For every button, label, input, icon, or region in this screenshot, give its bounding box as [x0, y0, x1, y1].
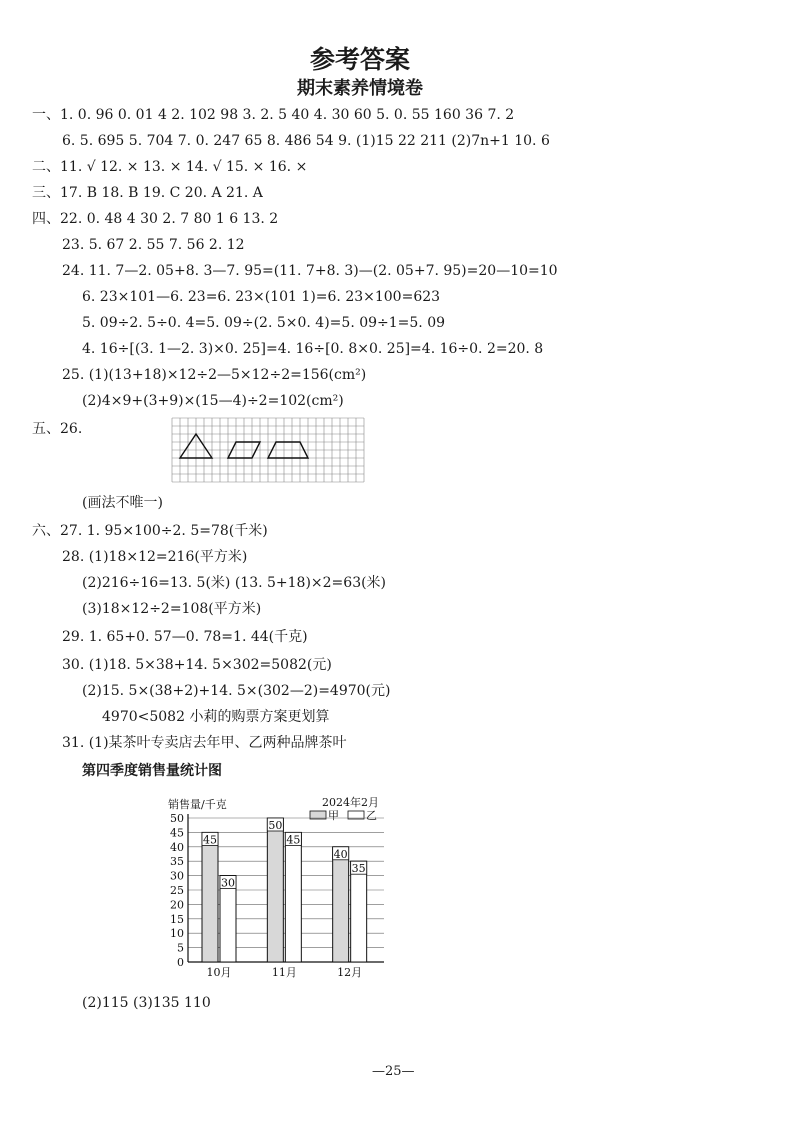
chart-date-label: 2024年2月	[322, 796, 379, 809]
answer-line: 四、22. 0. 48 4 30 2. 7 80 1 6 13. 2	[32, 211, 279, 227]
answer-line: 三、17. B 18. B 19. C 20. A 21. A	[32, 185, 263, 201]
y-tick-label: 0	[177, 956, 184, 969]
y-tick-label: 45	[170, 826, 184, 840]
answer-line: 六、27. 1. 95×100÷2. 5=78(千米)	[32, 523, 268, 539]
y-axis-label: 销售量/千克	[168, 798, 227, 811]
answer-line: 一、1. 0. 96 0. 01 4 2. 102 98 3. 2. 5 40 4. 30 60 5. 0. 55 160 36 7. 2	[32, 107, 515, 123]
answer-line: 五、26.	[32, 421, 83, 437]
bar-甲-12月	[333, 847, 349, 962]
data-label: 45	[203, 833, 217, 847]
data-label: 50	[268, 819, 283, 832]
data-label: 30	[221, 876, 235, 890]
bar-乙-11月	[285, 832, 301, 962]
answer-line: 28. (1)18×12=216(平方米)	[62, 549, 248, 565]
answer-line: 23. 5. 67 2. 55 7. 56 2. 12	[62, 237, 245, 253]
y-tick-label: 25	[170, 884, 184, 897]
page-title: 参考答案	[309, 45, 410, 74]
y-tick-label: 15	[170, 912, 184, 926]
answer-line: 29. 1. 65+0. 57—0. 78=1. 44(千克)	[62, 629, 308, 645]
x-tick-label: 10月	[206, 966, 232, 979]
y-tick-label: 40	[170, 840, 184, 854]
data-label: 40	[333, 847, 348, 861]
answer-line: (3)18×12÷2=108(平方米)	[82, 601, 262, 617]
page-subtitle: 期末素养情境卷	[297, 78, 423, 99]
answer-line: (2)15. 5×(38+2)+14. 5×(302—2)=4970(元)	[82, 683, 391, 699]
answer-line: 30. (1)18. 5×38+14. 5×302=5082(元)	[62, 657, 332, 673]
y-tick-label: 30	[170, 869, 184, 883]
answer-line: 4. 16÷[(3. 1—2. 3)×0. 25]=4. 16÷[0. 8×0. 25]=4. 16÷0. 2=20. 8	[82, 341, 544, 357]
answer-line: 24. 11. 7—2. 05+8. 3—7. 95=(11. 7+8. 3)—(2. 05+7. 95)=20—10=10	[62, 263, 558, 279]
y-tick-label: 35	[170, 855, 184, 869]
answer-line: (画法不唯一)	[82, 495, 163, 511]
legend-label-乙: 乙	[366, 809, 377, 822]
answer-line: 25. (1)(13+18)×12÷2—5×12÷2=156(cm²)	[62, 367, 367, 383]
y-tick-label: 50	[170, 812, 184, 825]
answer-line: (2)4×9+(3+9)×(15—4)÷2=102(cm²)	[82, 393, 344, 409]
bar-甲-11月	[267, 818, 283, 962]
chart-title: 第四季度销售量统计图	[82, 763, 222, 779]
shape-grid-drawing	[172, 418, 364, 482]
answer-line: 4970<5082 小莉的购票方案更划算	[102, 709, 330, 725]
y-tick-label: 10	[170, 927, 184, 941]
x-tick-label: 11月	[271, 966, 297, 979]
data-label: 35	[351, 862, 366, 876]
page-number: —25—	[372, 1064, 415, 1079]
answer-line: 5. 09÷2. 5÷0. 4=5. 09÷(2. 5×0. 4)=5. 09÷1=5. 09	[82, 315, 446, 331]
answer-line: (2)115 (3)135 110	[82, 995, 211, 1011]
bar-甲-10月	[202, 832, 218, 962]
answer-line: 31. (1)某茶叶专卖店去年甲、乙两种品牌茶叶	[62, 735, 347, 751]
y-tick-label: 5	[177, 941, 184, 955]
y-tick-label: 20	[170, 898, 184, 912]
answer-line: 6. 23×101—6. 23=6. 23×(101 1)=6. 23×100=623	[82, 289, 441, 305]
answer-line: 二、11. √ 12. × 13. × 14. √ 15. × 16. ×	[32, 159, 308, 175]
legend-label-甲: 甲	[328, 809, 339, 822]
x-tick-label: 12月	[337, 966, 363, 979]
data-label: 45	[286, 833, 301, 847]
answer-line: 6. 5. 695 5. 704 7. 0. 247 65 8. 486 54 9. (1)15 22 211 (2)7n+1 10. 6	[62, 133, 550, 149]
bar-chart	[160, 792, 400, 982]
bar-乙-12月	[351, 861, 367, 962]
answer-line: (2)216÷16=13. 5(米) (13. 5+18)×2=63(米)	[82, 575, 387, 591]
